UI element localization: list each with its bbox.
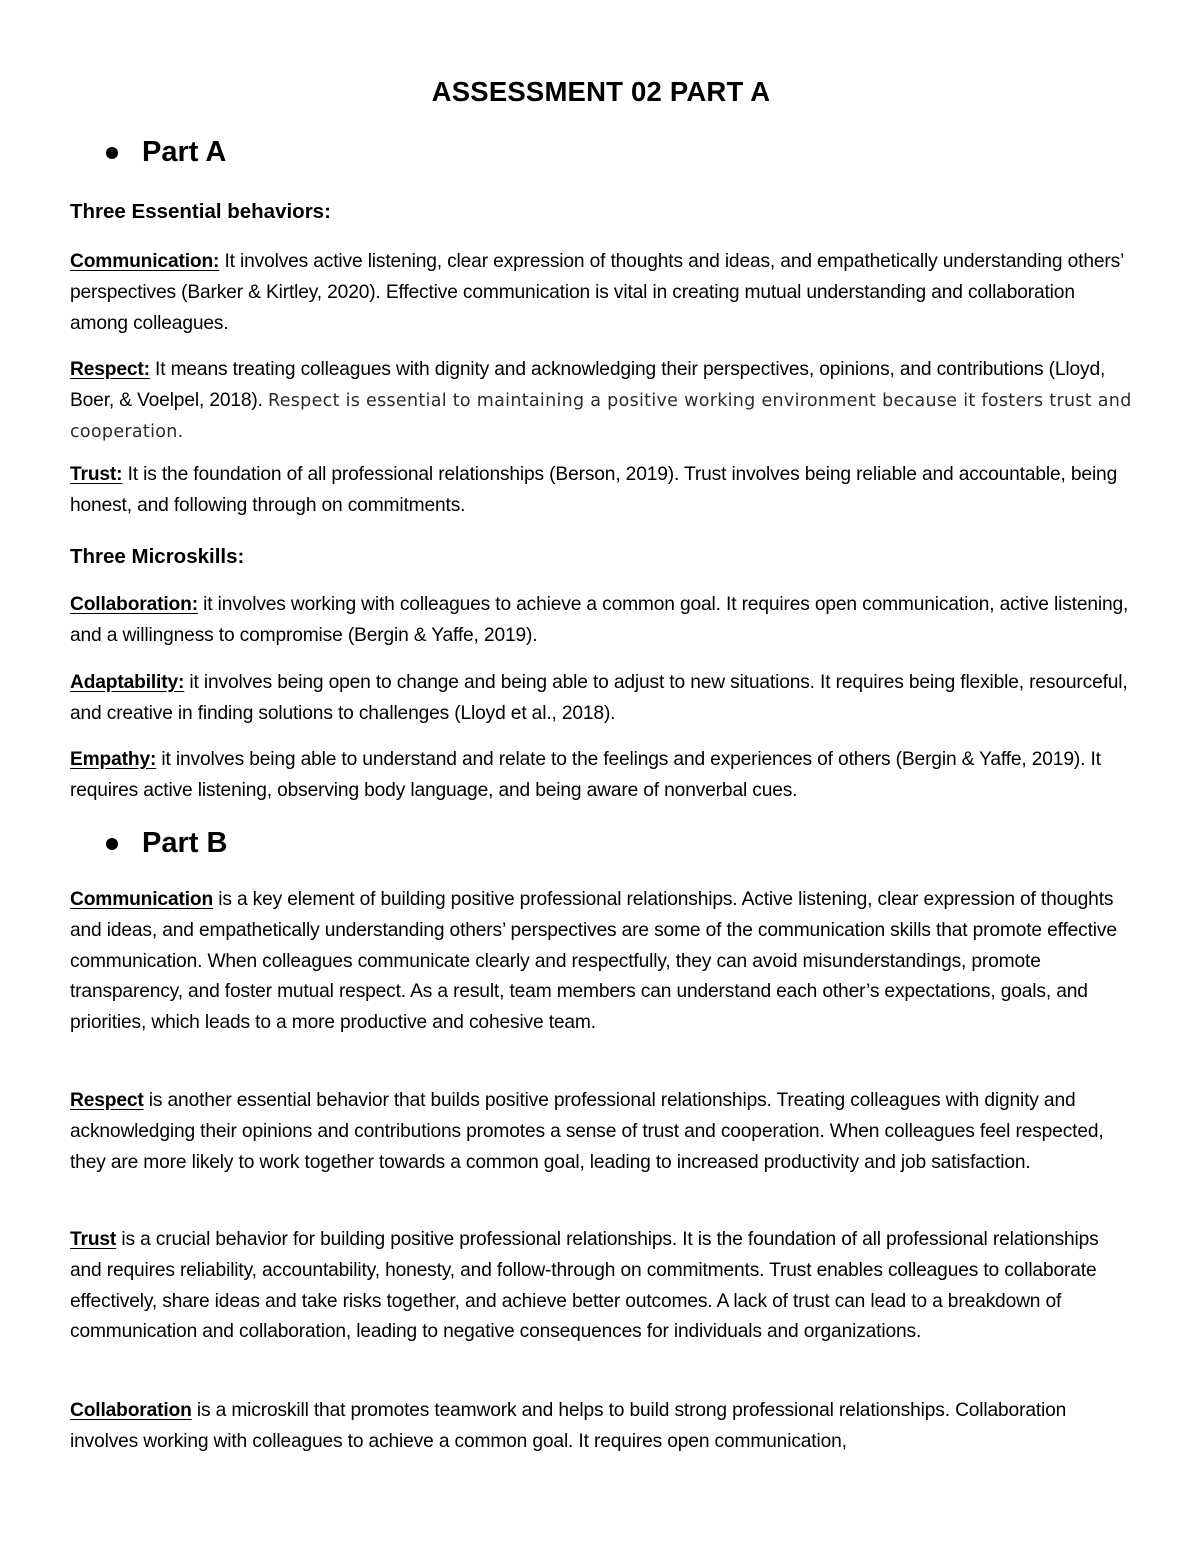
term-collaboration: Collaboration:	[70, 594, 198, 615]
paragraph-b-respect	[70, 1086, 1132, 1178]
document-title: ASSESSMENT 02 PART A	[431, 76, 771, 107]
bullet-icon	[106, 147, 118, 159]
paragraph-text: is a key element of building positive professional relationships. Active listening, clear expression of thoughts and ideas, and empathetically understanding others’ perspectives are some of the communication skills that promote effective communication. When colleagues communicate clearly and respectfully, they can avoid misunderstandings, promote transparency, and foster mutual respect. As a result, team members can understand each other’s expectations, goals, and priorities, which leads to a more productive and cohesive team.	[70, 889, 1117, 1034]
paragraph-respect	[70, 355, 1132, 447]
paragraph-adaptability	[70, 668, 1132, 730]
part-b-heading	[106, 827, 227, 860]
paragraph-empathy	[70, 745, 1132, 807]
paragraph-text: is a microskill that promotes teamwork and helps to build strong professional relationships. Collaboration involves working with colleagues to achieve a common goal. It requires open communication,	[70, 1400, 1067, 1452]
part-b-heading-text: Part B	[142, 827, 228, 859]
paragraph-b-trust	[70, 1225, 1132, 1348]
bullet-icon	[106, 838, 118, 850]
behaviors-heading: Three Essential behaviors:	[70, 200, 331, 223]
microskills-heading: Three Microskills:	[70, 545, 245, 568]
paragraph-text-alt-font: Respect is essential to maintaining a positive working environment because it fosters trust and cooperation.	[70, 390, 1132, 442]
paragraph-text: it involves being open to change and being able to adjust to new situations. It requires being flexible, resourceful, and creative in finding solutions to challenges (Lloyd et al., 2018).	[70, 672, 1128, 724]
paragraph-text: it involves working with colleagues to achieve a common goal. It requires open communication, active listening, and a willingness to compromise (Bergin & Yaffe, 2019).	[70, 594, 1129, 646]
paragraph-trust	[70, 460, 1132, 522]
paragraph-text: It is the foundation of all professional relationships (Berson, 2019). Trust involves being reliable and accountable, being honest, and following through on commitments.	[70, 464, 1118, 516]
paragraph-text: it involves being able to understand and relate to the feelings and experiences of others (Bergin & Yaffe, 2019). It requires active listening, observing body language, and being aware of nonverbal cues.	[70, 749, 1101, 801]
term-respect: Respect:	[70, 359, 150, 380]
paragraph-text: is a crucial behavior for building positive professional relationships. It is the foundation of all professional relationships and requires reliability, accountability, honesty, and follow-through on commitments. Trust enables colleagues to collaborate effectively, share ideas and take risks together, and achieve better outcomes. A lack of trust can lead to a breakdown of communication and collaboration, leading to negative consequences for individuals and organizations.	[70, 1229, 1099, 1343]
term-respect: Respect	[70, 1090, 144, 1111]
paragraph-collaboration	[70, 590, 1132, 652]
term-empathy: Empathy:	[70, 749, 157, 770]
paragraph-communication	[70, 247, 1132, 339]
part-a-heading-text: Part A	[142, 136, 227, 168]
term-adaptability: Adaptability:	[70, 672, 185, 693]
paragraph-text: is another essential behavior that builds positive professional relationships. Treating colleagues with dignity and acknowledging their opinions and contributions promotes a sense of trust and cooperation. When colleagues feel respected, they are more likely to work together towards a common goal, leading to increased productivity and job satisfaction.	[70, 1090, 1104, 1173]
term-communication: Communication:	[70, 251, 220, 272]
term-communication: Communication	[70, 889, 214, 910]
paragraph-text: It means treating colleagues with dignity and acknowledging their perspectives, opinions, and contributions (Lloyd, Boer, & Voelpel, 2018).	[70, 359, 1106, 411]
term-trust: Trust:	[70, 464, 123, 485]
part-a-heading	[106, 136, 226, 169]
paragraph-b-communication	[70, 885, 1132, 1039]
paragraph-b-collaboration	[70, 1396, 1132, 1458]
term-trust: Trust	[70, 1229, 117, 1250]
paragraph-text: It involves active listening, clear expression of thoughts and ideas, and empathetically understanding others’ perspectives (Barker & Kirtley, 2020). Effective communication is vital in creating mutual understanding and collaboration among colleagues.	[70, 251, 1124, 334]
term-collaboration: Collaboration	[70, 1400, 192, 1421]
